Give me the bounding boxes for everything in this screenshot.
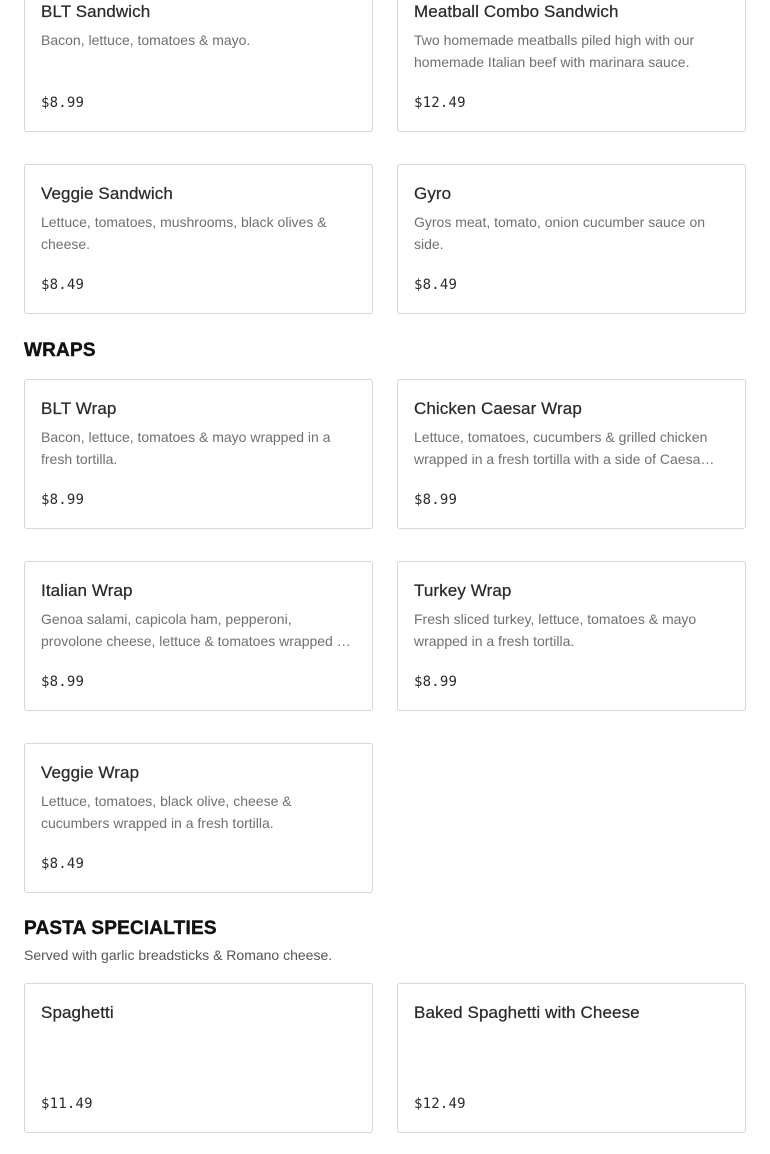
item-price: $8.49 [41, 277, 85, 293]
item-description: Fresh sliced turkey, lettuce, tomatoes & mayo wrapped in a fresh tortilla. [414, 611, 697, 649]
item-price: $11.49 [41, 1096, 93, 1112]
menu-item-card[interactable] [24, 164, 373, 314]
menu-item-card[interactable] [397, 164, 746, 314]
item-price: $8.99 [41, 95, 85, 111]
item-price: $8.99 [414, 492, 458, 508]
section-title-wraps: WRAPS [24, 340, 96, 361]
section-title-pasta: PASTA SPECIALTIES [24, 918, 217, 939]
item-name: Chicken Caesar Wrap [414, 399, 582, 418]
sandwiches-grid [24, 0, 746, 314]
item-price: $8.99 [414, 674, 458, 690]
item-name: Meatball Combo Sandwich [414, 2, 619, 21]
item-name: Italian Wrap [41, 581, 133, 600]
menu-item-card[interactable] [397, 379, 746, 529]
item-description: Genoa salami, capicola ham, pepperoni, provolone cheese, lettuce & tomatoes wrapped … [41, 611, 351, 649]
wraps-grid [24, 379, 746, 893]
menu-item-card[interactable] [24, 379, 373, 529]
item-description: Lettuce, tomatoes, black olive, cheese & cucumbers wrapped in a fresh tortilla. [41, 793, 292, 831]
item-price: $12.49 [414, 95, 466, 111]
item-name: BLT Sandwich [41, 2, 151, 21]
item-price: $8.49 [414, 277, 458, 293]
item-price: $12.49 [414, 1096, 466, 1112]
menu-item-card[interactable] [24, 561, 373, 711]
item-name: Spaghetti [41, 1003, 114, 1022]
menu-item-card[interactable] [24, 0, 373, 132]
item-price: $8.99 [41, 674, 85, 690]
item-description: Bacon, lettuce, tomatoes & mayo wrapped in a fresh tortilla. [41, 429, 331, 467]
item-name: Veggie Sandwich [41, 184, 173, 203]
item-name: Gyro [414, 184, 452, 203]
item-name: Baked Spaghetti with Cheese [414, 1003, 640, 1022]
item-description: Two homemade meatballs piled high with our homemade Italian beef with marinara sauce. [414, 32, 695, 70]
menu-item-card[interactable] [24, 743, 373, 893]
item-description: Gyros meat, tomato, onion cucumber sauce on side. [414, 214, 706, 252]
item-price: $8.99 [41, 492, 85, 508]
item-price: $8.49 [41, 856, 85, 872]
item-name: BLT Wrap [41, 399, 117, 418]
section-subtitle-pasta: Served with garlic breadsticks & Romano cheese. [24, 947, 333, 963]
menu-item-card[interactable] [24, 983, 373, 1133]
menu-item-card[interactable] [397, 561, 746, 711]
item-description: Bacon, lettuce, tomatoes & mayo. [41, 32, 251, 48]
menu-item-card[interactable] [397, 0, 746, 132]
pasta-grid [24, 983, 746, 1133]
item-description: Lettuce, tomatoes, cucumbers & grilled chicken wrapped in a fresh tortilla with a side of Caesa… [414, 429, 715, 467]
menu-item-card[interactable] [397, 983, 746, 1133]
item-description: Lettuce, tomatoes, mushrooms, black olives & cheese. [41, 214, 327, 252]
item-name: Turkey Wrap [414, 581, 512, 600]
item-name: Veggie Wrap [41, 763, 140, 782]
